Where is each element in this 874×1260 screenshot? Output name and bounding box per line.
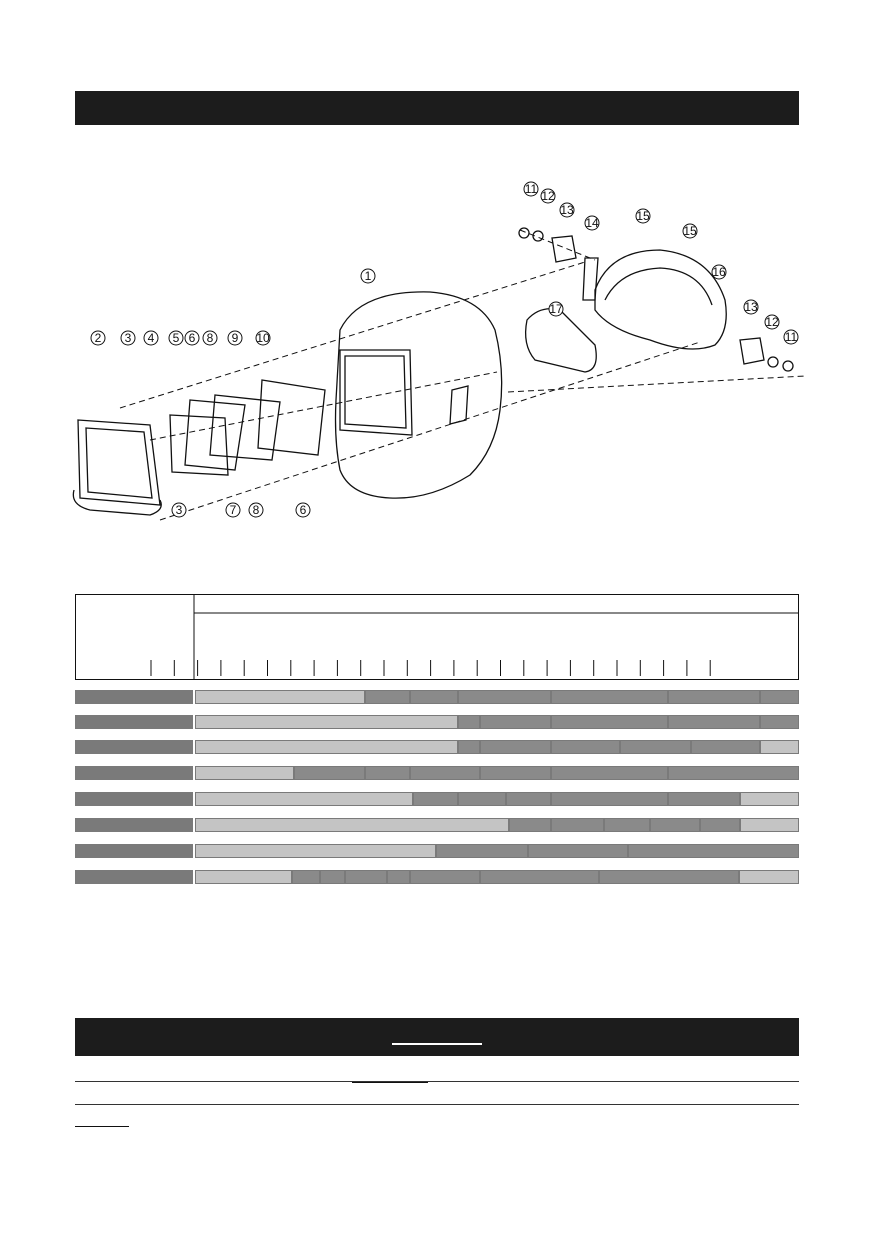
table-cell bbox=[195, 818, 509, 832]
table-cell bbox=[320, 870, 345, 884]
callout-label: 12 bbox=[765, 315, 779, 329]
table-cell bbox=[458, 792, 506, 806]
table-cell bbox=[410, 870, 480, 884]
table-cell bbox=[294, 766, 365, 780]
callout-label: 6 bbox=[299, 503, 307, 517]
table-cell bbox=[551, 818, 604, 832]
table-row-label bbox=[75, 690, 193, 704]
table-cell bbox=[195, 792, 413, 806]
table-cell bbox=[668, 690, 760, 704]
nut-12-bottom bbox=[768, 357, 778, 367]
table-cell bbox=[604, 818, 650, 832]
divider bbox=[75, 1104, 799, 1105]
pivot-plate-14 bbox=[583, 258, 598, 300]
table-cell bbox=[628, 844, 799, 858]
table-cell bbox=[668, 715, 760, 729]
helmet-shell bbox=[336, 292, 502, 498]
table-cell bbox=[292, 870, 320, 884]
table-cell bbox=[740, 792, 799, 806]
table-cell bbox=[599, 870, 739, 884]
inner-lens-10 bbox=[258, 380, 325, 455]
table-cell bbox=[480, 766, 551, 780]
table-cell bbox=[551, 690, 668, 704]
table-cell bbox=[551, 792, 668, 806]
table-row-label bbox=[75, 715, 193, 729]
table-cell bbox=[668, 766, 799, 780]
table-row-label bbox=[75, 792, 193, 806]
callout-label: 3 bbox=[124, 331, 132, 345]
title-underline bbox=[392, 1043, 482, 1045]
table-cell bbox=[691, 740, 760, 754]
callout-label: 2 bbox=[94, 331, 102, 345]
table-cell bbox=[436, 844, 528, 858]
table-cell bbox=[528, 844, 628, 858]
callout-label: 7 bbox=[229, 503, 237, 517]
table-row-label bbox=[75, 766, 193, 780]
table-cell bbox=[480, 715, 551, 729]
table-cell bbox=[760, 715, 799, 729]
section-header-bar-2 bbox=[75, 1018, 799, 1056]
helmet-side-vent bbox=[450, 386, 468, 424]
callout-label: 14 bbox=[585, 216, 599, 230]
table-cell bbox=[365, 766, 410, 780]
callout-label: 8 bbox=[206, 331, 214, 345]
callout-label: 4 bbox=[147, 331, 155, 345]
table-cell bbox=[195, 870, 292, 884]
callout-label: 11 bbox=[784, 330, 798, 344]
table-row-label bbox=[75, 818, 193, 832]
callout-label: 16 bbox=[712, 265, 726, 279]
callout-label: 3 bbox=[175, 503, 183, 517]
callout-label: 8 bbox=[252, 503, 260, 517]
table-cell bbox=[195, 766, 294, 780]
exploded-parts-diagram bbox=[0, 0, 874, 560]
table-cell bbox=[480, 740, 551, 754]
table-cell bbox=[668, 792, 740, 806]
helmet-window bbox=[340, 350, 412, 435]
callout-label: 12 bbox=[541, 189, 555, 203]
sweatband-17 bbox=[526, 309, 597, 372]
table-cell bbox=[740, 818, 799, 832]
callout-label: 9 bbox=[231, 331, 239, 345]
table-cell bbox=[195, 715, 458, 729]
table-cell bbox=[760, 740, 799, 754]
table-cell bbox=[195, 690, 365, 704]
footnote-underline bbox=[75, 1126, 129, 1127]
table-cell bbox=[195, 740, 458, 754]
callout-label: 11 bbox=[524, 182, 538, 196]
table-cell bbox=[458, 740, 480, 754]
table-cell bbox=[700, 818, 740, 832]
table-cell bbox=[365, 690, 410, 704]
table-cell bbox=[760, 690, 799, 704]
callout-label: 5 bbox=[172, 331, 180, 345]
table-cell bbox=[410, 690, 458, 704]
shade-table-header bbox=[75, 594, 799, 680]
callout-label: 6 bbox=[188, 331, 196, 345]
headgear-band bbox=[595, 250, 726, 349]
table-cell bbox=[480, 870, 599, 884]
table-cell bbox=[509, 818, 551, 832]
filter-plate-7 bbox=[185, 400, 245, 470]
callout-label: 15 bbox=[683, 224, 697, 238]
table-cell bbox=[620, 740, 691, 754]
knob-13-bottom bbox=[740, 338, 764, 364]
callout-label: 13 bbox=[560, 203, 574, 217]
washer-11-top bbox=[519, 228, 529, 238]
table-cell bbox=[739, 870, 799, 884]
callout-label: 10 bbox=[256, 331, 270, 345]
callout-label: 17 bbox=[549, 302, 563, 316]
table-row-label bbox=[75, 870, 193, 884]
table-cell bbox=[458, 715, 480, 729]
table-cell bbox=[195, 844, 436, 858]
washer-11-bottom bbox=[783, 361, 793, 371]
table-cell bbox=[551, 715, 668, 729]
table-row-label bbox=[75, 740, 193, 754]
divider bbox=[75, 1081, 799, 1082]
table-cell bbox=[413, 792, 458, 806]
callout-label: 1 bbox=[364, 269, 372, 283]
table-cell bbox=[506, 792, 551, 806]
knob-13-top bbox=[552, 236, 576, 262]
table-cell bbox=[345, 870, 387, 884]
table-cell bbox=[458, 690, 551, 704]
table-cell bbox=[551, 740, 620, 754]
callout-label: 15 bbox=[636, 209, 650, 223]
table-cell bbox=[650, 818, 700, 832]
table-cell bbox=[551, 766, 668, 780]
table-cell bbox=[410, 766, 480, 780]
callout-label: 13 bbox=[744, 300, 758, 314]
table-cell bbox=[387, 870, 410, 884]
table-row-label bbox=[75, 844, 193, 858]
text-underline bbox=[352, 1082, 428, 1083]
